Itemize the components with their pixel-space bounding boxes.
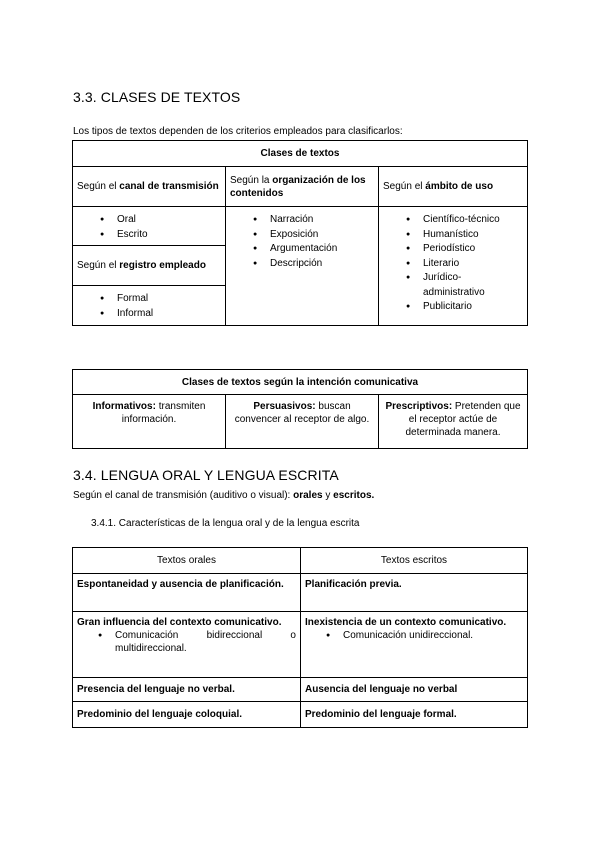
organizacion-list — [230, 213, 374, 271]
list-item: ● Oral — [117, 213, 221, 228]
table-cell: Planificación previa. — [301, 574, 528, 612]
registro-header: Según el registro empleado — [73, 246, 226, 286]
header-textos-orales: Textos orales — [73, 548, 301, 574]
oral-escrito-table — [72, 547, 528, 728]
escrito-bullet-list — [305, 629, 523, 642]
list-item: ● Informal — [117, 307, 221, 322]
table-title: Clases de textos según la intención comunicativa — [73, 370, 528, 395]
table-cell: Inexistencia de un contexto comunicativo. ● Comunicación unidireccional. — [301, 612, 528, 678]
table-cell: Presencia del lenguaje no verbal. — [73, 678, 301, 702]
table-cell: Ausencia del lenguaje no verbal — [301, 678, 528, 702]
informativos-cell: Informativos: transmiten información. — [73, 395, 226, 449]
table-cell: Espontaneidad y ausencia de planificación. — [73, 574, 301, 612]
clases-textos-table — [72, 140, 528, 326]
list-item: ● Publicitario — [423, 300, 523, 315]
header-canal: Según el canal de transmisión — [73, 167, 226, 207]
list-item: ● Narración — [270, 213, 374, 228]
ambito-cell — [379, 207, 528, 326]
list-item: ● Escrito — [117, 228, 221, 243]
table-cell: Predominio del lenguaje formal. — [301, 702, 528, 728]
list-item: ● Comunicación bidireccional o multidireccional. — [115, 629, 296, 655]
header-ambito: Según el ámbito de uso — [379, 167, 528, 207]
persuasivos-cell: Persuasivos: buscan convencer al receptor de algo. — [226, 395, 379, 449]
section-heading-lengua-oral-escrita: 3.4. LENGUA ORAL Y LENGUA ESCRITA — [73, 467, 339, 483]
list-item: ● Científico-técnico — [423, 213, 523, 228]
canal-cell — [73, 207, 226, 246]
section-intro: Según el canal de transmisión (auditivo o visual): orales y escritos. — [73, 490, 375, 501]
list-item: ● Argumentación — [270, 242, 374, 257]
list-item: ● Comunicación unidireccional. — [343, 629, 523, 642]
intencion-table — [72, 369, 528, 449]
header-textos-escritos: Textos escritos — [301, 548, 528, 574]
table-title: Clases de textos — [73, 141, 528, 167]
list-item: ● Descripción — [270, 257, 374, 272]
canal-list — [77, 213, 221, 242]
list-item: ● Jurídico-administrativo — [423, 271, 523, 300]
prescriptivos-cell: Prescriptivos: Pretenden que el receptor actúe de determinada manera. — [379, 395, 528, 449]
table-cell: Predominio del lenguaje coloquial. — [73, 702, 301, 728]
oral-bullet-list — [77, 629, 296, 655]
registro-cell — [73, 286, 226, 326]
list-item: ● Periodístico — [423, 242, 523, 257]
table-cell: Gran influencia del contexto comunicativo. ● Comunicación bidireccional o multidireccional. — [73, 612, 301, 678]
subsection-heading: 3.4.1. Características de la lengua oral y de la lengua escrita — [91, 518, 360, 529]
list-item: ● Exposición — [270, 228, 374, 243]
ambito-list — [383, 213, 523, 315]
header-organizacion: Según la organización de los contenidos — [226, 167, 379, 207]
section-intro: Los tipos de textos dependen de los criterios empleados para clasificarlos: — [73, 126, 403, 137]
section-heading-clases-textos: 3.3. CLASES DE TEXTOS — [73, 89, 241, 105]
list-item: ● Formal — [117, 292, 221, 307]
list-item: ● Humanístico — [423, 228, 523, 243]
list-item: ● Literario — [423, 257, 523, 272]
registro-list — [77, 292, 221, 321]
organizacion-cell — [226, 207, 379, 326]
